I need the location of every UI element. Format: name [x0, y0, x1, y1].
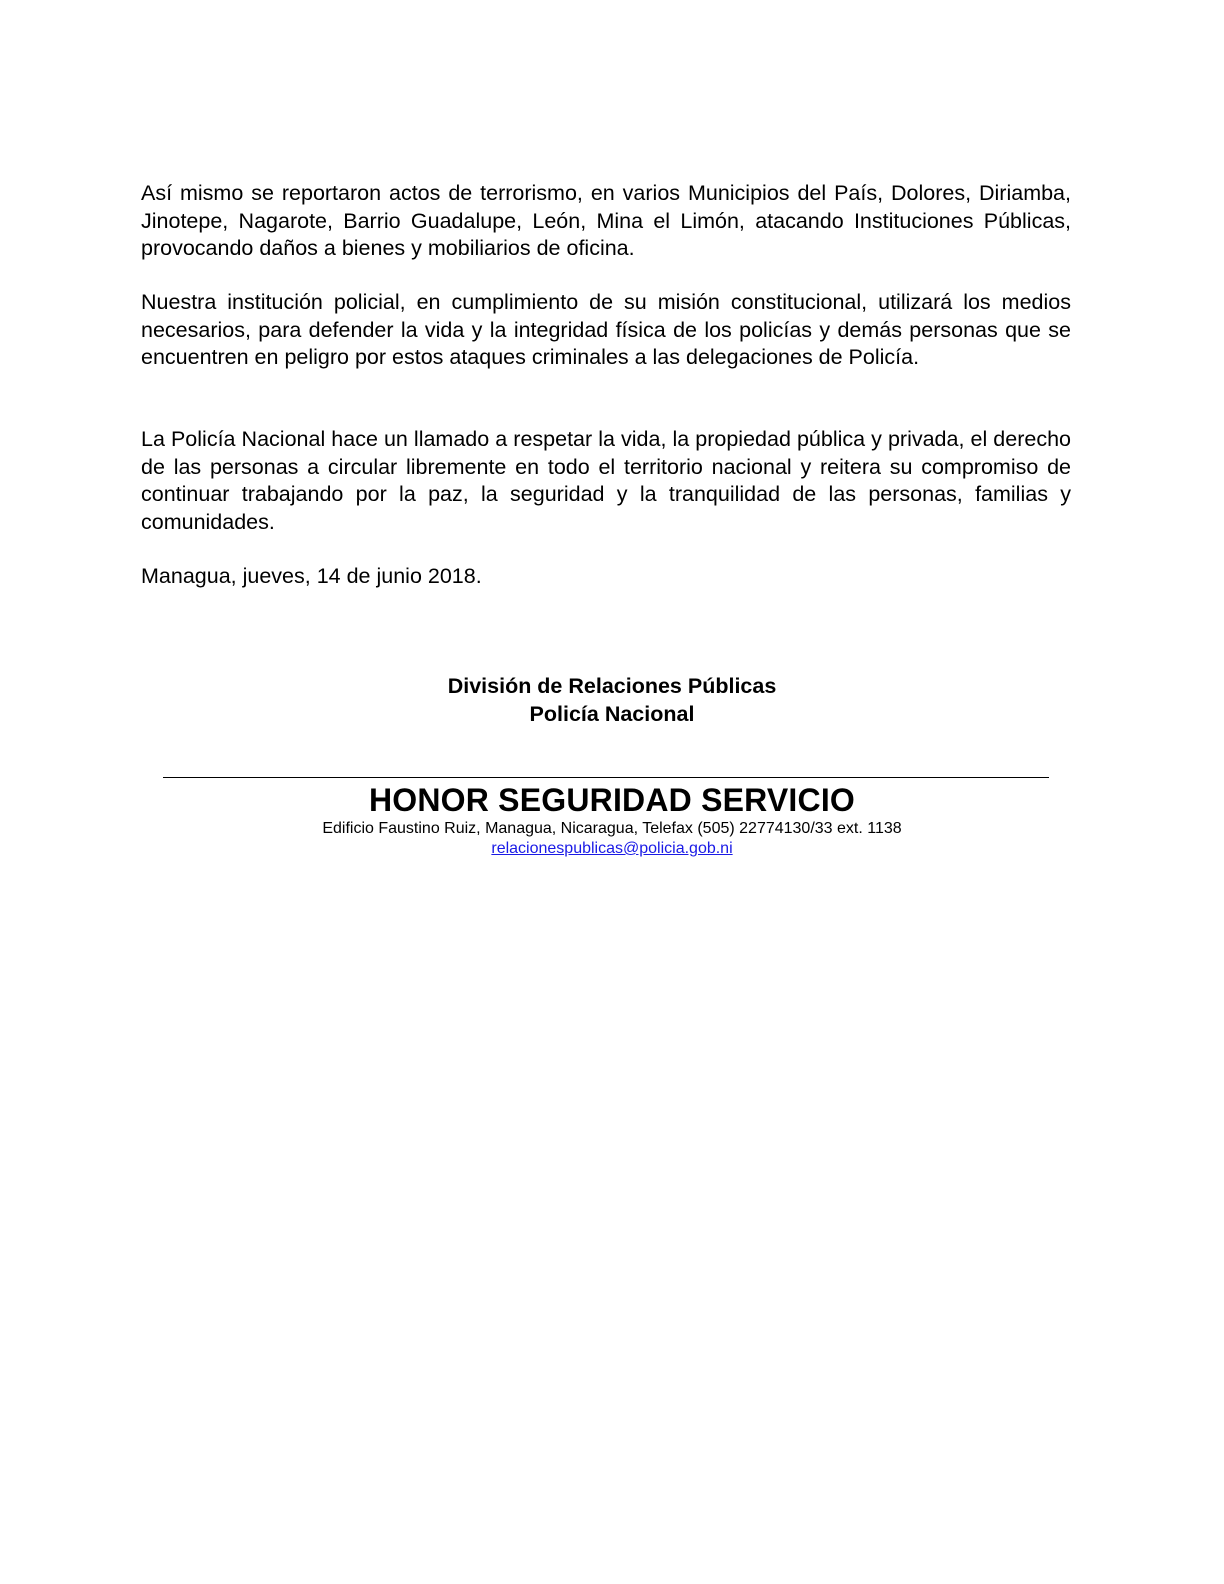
footer-email-line: [0, 839, 1224, 859]
email-link[interactable]: relacionespublicas@policia.gob.ni: [491, 840, 733, 857]
footer-divider: [163, 777, 1049, 778]
signature-block: [0, 672, 1224, 728]
body-paragraph-terrorism-report: Así mismo se reportaron actos de terrorismo, en varios Municipios del País, Dolores, Diriamba, Jinotepe, Nagarote, Barrio Guadalupe, León, Mina el Limón, atacando Instituciones Públicas, provocando daños a bienes y mobiliarios de oficina.: [141, 181, 1071, 260]
body-paragraph-police-mission: Nuestra institución policial, en cumplimiento de su misión constitucional, utilizará los medios necesarios, para defender la vida y la integridad física de los policías y demás personas que se encuentren en peligro por estos ataques criminales a las delegaciones de Policía.: [141, 290, 1071, 369]
footer-motto: HONOR SEGURIDAD SERVICIO: [368, 782, 856, 818]
signature-institution: Policía Nacional: [529, 702, 695, 726]
signature-division: División de Relaciones Públicas: [447, 674, 777, 698]
body-paragraph-public-call: La Policía Nacional hace un llamado a respetar la vida, la propiedad pública y privada, el derecho de las personas a circular libremente en todo el territorio nacional y reitera su compromiso de continuar trabajando por la paz, la seguridad y la tranquilidad de las personas, familias y comunidades.: [141, 427, 1071, 534]
date-line: Managua, jueves, 14 de junio 2018.: [141, 564, 482, 588]
footer-address: Edificio Faustino Ruiz, Managua, Nicaragua, Telefax (505) 22774130/33 ext. 1138: [322, 820, 902, 837]
